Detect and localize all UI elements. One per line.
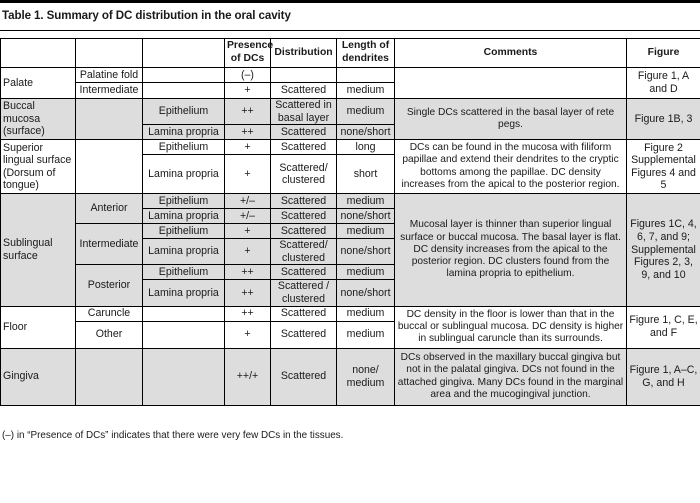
presence-cell: + (225, 140, 271, 155)
subregion-cell: Other (76, 321, 143, 348)
title-rule (0, 30, 700, 31)
tissue-cell: Epithelium (143, 265, 225, 280)
table-row (1, 194, 700, 209)
table-title: Table 1. Summary of DC distribution in the oral cavity (2, 9, 291, 22)
distribution-cell: Scattered / clustered (271, 280, 337, 306)
length-cell: none/ medium (337, 348, 395, 405)
region-superior-lingual: Superior lingual surface (Dorsum of tongue) (1, 140, 76, 194)
presence-cell: ++ (225, 265, 271, 280)
distribution-cell: Scattered (271, 209, 337, 224)
length-cell: long (337, 140, 395, 155)
length-cell: none/short (337, 239, 395, 265)
presence-cell: + (225, 224, 271, 239)
distribution-cell: Scattered (271, 140, 337, 155)
figure-cell: Figure 1, A–C, G, and H (627, 348, 700, 405)
figure-cell: Figure 1B, 3 (627, 99, 700, 140)
figure-cell: Figure 1, A and D (627, 68, 700, 99)
region-palate: Palate (1, 68, 76, 99)
table-row (1, 306, 700, 321)
header-subregion (76, 39, 143, 68)
header-length: Length of dendrites (337, 39, 395, 68)
region-sublingual-surface: Sublingual surface (1, 194, 76, 306)
distribution-cell: Scattered (271, 83, 337, 99)
length-cell: medium (337, 194, 395, 209)
header-distribution: Distribution (271, 39, 337, 68)
presence-cell: (–) (225, 68, 271, 83)
length-cell: medium (337, 306, 395, 321)
comments-cell: Single DCs scattered in the basal layer of rete pegs. (395, 99, 627, 140)
length-cell: medium (337, 99, 395, 125)
tissue-cell (143, 68, 225, 83)
tissue-cell: Lamina propria (143, 155, 225, 194)
figure-cell: Figure 1, C, E, and F (627, 306, 700, 348)
tissue-cell (143, 348, 225, 405)
length-cell: medium (337, 265, 395, 280)
subregion-cell: Intermediate (76, 83, 143, 99)
presence-cell: ++/+ (225, 348, 271, 405)
figure-cell: Figures 1C, 4, 6, 7, and 9; Supplemental Figures 2, 3, 9, and 10 (627, 194, 700, 306)
subregion-cell: Caruncle (76, 306, 143, 321)
length-cell: medium (337, 83, 395, 99)
subregion-cell: Anterior (76, 194, 143, 224)
length-cell (337, 68, 395, 83)
presence-cell: ++ (225, 280, 271, 306)
length-cell: medium (337, 224, 395, 239)
presence-cell: +/– (225, 209, 271, 224)
length-cell: none/short (337, 125, 395, 140)
table-footnote: (–) in “Presence of DCs” indicates that there were very few DCs in the tissues. (2, 430, 344, 441)
subregion-cell (76, 348, 143, 405)
tissue-cell: Epithelium (143, 194, 225, 209)
tissue-cell (143, 321, 225, 348)
distribution-cell: Scattered (271, 194, 337, 209)
header-presence: Presence of DCs (225, 39, 271, 68)
table-row (1, 348, 700, 405)
subregion-cell: Posterior (76, 265, 143, 306)
distribution-cell: Scattered (271, 348, 337, 405)
region-floor: Floor (1, 306, 76, 348)
presence-cell: + (225, 155, 271, 194)
comments-cell: Mucosal layer is thinner than superior lingual surface or buccal mucosa. The basal layer is flat. DC density increases from the apical to the posterior region. DC clusters found from the lamina propria to epithelium. (395, 194, 627, 306)
region-gingiva: Gingiva (1, 348, 76, 405)
tissue-cell: Lamina propria (143, 239, 225, 265)
header-region (1, 39, 76, 68)
presence-cell: ++ (225, 306, 271, 321)
header-tissue (143, 39, 225, 68)
subregion-cell (76, 140, 143, 194)
header-figure: Figure (627, 39, 700, 68)
length-cell: none/short (337, 280, 395, 306)
distribution-cell: Scattered/ clustered (271, 155, 337, 194)
distribution-cell: Scattered (271, 125, 337, 140)
header-comments: Comments (395, 39, 627, 68)
table-row (1, 99, 700, 125)
top-rule (0, 0, 700, 3)
tissue-cell: Lamina propria (143, 125, 225, 140)
presence-cell: +/– (225, 194, 271, 209)
length-cell: short (337, 155, 395, 194)
presence-cell: + (225, 321, 271, 348)
presence-cell: ++ (225, 99, 271, 125)
table-row (1, 68, 700, 83)
distribution-cell: Scattered (271, 321, 337, 348)
dc-distribution-table (0, 38, 700, 406)
subregion-cell: Palatine fold (76, 68, 143, 83)
tissue-cell: Epithelium (143, 99, 225, 125)
tissue-cell: Lamina propria (143, 280, 225, 306)
tissue-cell: Epithelium (143, 140, 225, 155)
figure-cell: Figure 2 Supplemental Figures 4 and 5 (627, 140, 700, 194)
distribution-cell: Scattered/ clustered (271, 239, 337, 265)
presence-cell: ++ (225, 125, 271, 140)
region-buccal-mucosa: Buccal mucosa (surface) (1, 99, 76, 140)
length-cell: none/short (337, 209, 395, 224)
subregion-cell: Intermediate (76, 224, 143, 265)
subregion-cell (76, 99, 143, 140)
presence-cell: + (225, 83, 271, 99)
tissue-cell: Epithelium (143, 224, 225, 239)
distribution-cell: Scattered (271, 306, 337, 321)
tissue-cell: Lamina propria (143, 209, 225, 224)
tissue-cell (143, 83, 225, 99)
comments-cell (395, 68, 627, 99)
distribution-cell: Scattered (271, 265, 337, 280)
distribution-cell: Scattered (271, 224, 337, 239)
comments-cell: DCs observed in the maxillary buccal gingiva but not in the palatal gingiva. DCs not found in the attached gingiva. Many DCs found in the marginal area and the mucogingival junction. (395, 348, 627, 405)
table-row (1, 140, 700, 155)
presence-cell: + (225, 239, 271, 265)
tissue-cell (143, 306, 225, 321)
distribution-cell (271, 68, 337, 83)
comments-cell: DC density in the floor is lower than that in the buccal or sublingual mucosa. DC density is higher in sublingual caruncle than its surrounds. (395, 306, 627, 348)
length-cell: medium (337, 321, 395, 348)
distribution-cell: Scattered in basal layer (271, 99, 337, 125)
header-row (1, 39, 700, 68)
comments-cell: DCs can be found in the mucosa with filiform papillae and extend their dendrites to the cryptic bottoms among the papillae. DC density increases from the apical to the posterior region. (395, 140, 627, 194)
